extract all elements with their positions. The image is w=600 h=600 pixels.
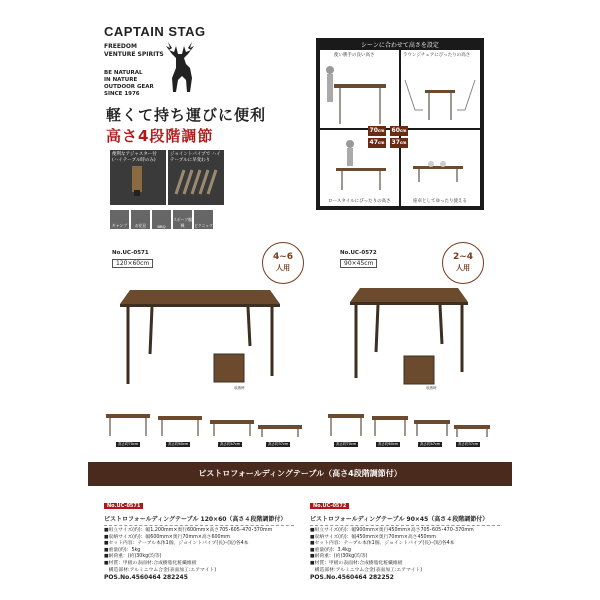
- adjuster-photo: [112, 164, 162, 198]
- product-banner: ピストロフォールディングテーブル（高さ4段階調節付）: [88, 462, 512, 486]
- product1-mini-47: [208, 418, 256, 444]
- product1-stored-label: 収納時: [234, 386, 245, 390]
- spec-lines: ■組立サイズ(約)：幅1,200mm×奥行600mm×高さ705･605･470･370mm ■収納サイズ(約)：幅600mm×奥行70mm×高さ600mm ■セット内容：テーブル本体1個、ジョイントパイプ(長)･(短)各4本 ■重量(約)：5kg ■耐荷重：(約)30kg(均等) ■材質：甲板の表面材:合成樹脂化粧繊維板 構造部材:アルミニウム合金(表面加工:エアマイト): [104, 528, 273, 573]
- scene-title: シーンに合わせて高さを設定: [361, 42, 439, 49]
- scene-floor: 座卓としてゆったり使える: [401, 130, 480, 206]
- product2-model: No.UC-0572: [340, 250, 377, 256]
- camp-icon: キャンプ: [110, 210, 129, 229]
- brand-logo: CAPTAIN STAG: [104, 24, 206, 39]
- product2-mini-caption: 高さ約47cm: [420, 442, 441, 446]
- scene-illustration-lounge: [401, 50, 480, 128]
- spec-model-tag: No.UC-0572: [310, 503, 349, 509]
- product1-mini-caption: 高さ約70cm: [118, 442, 139, 446]
- spec-title: ピストロフォールディングテーブル 120×60（高さ４段階調節付）: [104, 516, 287, 523]
- product1-mini-60: [156, 414, 204, 440]
- product1-mini-caption: 高さ約37cm: [268, 442, 289, 446]
- product1-table-photo: [110, 280, 290, 390]
- product2-stored-photo: [402, 354, 436, 388]
- spec-title: ピストロフォールディングテーブル 90×45（高さ４段階調節付）: [310, 516, 489, 523]
- product2-mini-70: [326, 410, 374, 436]
- height-47: 47cm: [369, 139, 385, 146]
- headline-sub: 高さ4段階調節: [106, 127, 214, 145]
- product2-mini-caption: 高さ約37cm: [458, 442, 479, 446]
- product2-size: 90×45cm: [340, 259, 377, 268]
- picnic-icon: ピクニック: [194, 210, 213, 229]
- spec-block-2: [310, 492, 500, 581]
- tagline2-line: SINCE 1976: [104, 91, 140, 97]
- product1-mini-70: [104, 410, 152, 436]
- product2-mini-60: [370, 414, 418, 440]
- usage-icons: [110, 210, 213, 229]
- bbq-icon: BBQ: [152, 210, 171, 229]
- product1-mini-caption: 高さ約47cm: [220, 442, 241, 446]
- tagline2-line: IN NATURE: [104, 77, 138, 83]
- tagline2-line: BE NATURAL: [104, 70, 143, 76]
- product1-capacity-badge: 4~6 人用: [262, 242, 304, 284]
- sports-icon: スポーツ観戦: [173, 210, 192, 229]
- joint-pipe-photo: [170, 164, 220, 198]
- product1-mini-caption: 高さ約60cm: [168, 442, 189, 446]
- scene-low: ロースタイルにぴったりの高さ: [320, 130, 399, 206]
- tagline2-line: OUTDOOR GEAR: [104, 84, 154, 90]
- product1-stored-photo: [212, 352, 246, 386]
- scene-panel: [316, 38, 484, 210]
- product1-size: 120×60cm: [112, 259, 153, 268]
- product2-capacity-badge: 2~4 人用: [442, 242, 484, 284]
- feature-caption: 便利なアジャスター付 (ハイテーブル時のみ): [112, 152, 157, 163]
- spec-block-1: [104, 492, 294, 581]
- feature-caption: ジョイントパイプで ハイテーブルに早変わり: [170, 152, 221, 163]
- height-70: 70cm: [369, 127, 385, 134]
- spec-pos-number: POS.No.4560464 282252: [310, 574, 394, 582]
- scene-standing: 使い勝手の良い高さ: [320, 50, 399, 128]
- stag-logo-icon: [160, 38, 200, 93]
- spec-lines: ■組立サイズ(約)：幅900mm×奥行450mm×高さ705･605･470･370mm ■収納サイズ(約)：幅450mm×奥行70mm×高さ450mm ■セット内容：テーブル本体1個、ジョイントパイプ(長)･(短)各4本 ■重量(約)：3.4kg ■耐荷重：(約)30kg(均等) ■材質：甲板の表面材:合成樹脂化粧繊維板 構造部材:アルミニウム合金(表面加工:エアマイト): [310, 528, 474, 573]
- feature-joint-pipe: [168, 150, 224, 205]
- feature-adjuster: [110, 150, 166, 205]
- product2-stored-label: 収納時: [426, 386, 437, 390]
- brand-tagline: [104, 43, 164, 59]
- headline-main: 軽くて持ち運びに便利: [106, 106, 267, 124]
- brand-tagline-2: [104, 70, 154, 98]
- spec-model-tag: No.UC-0571: [104, 503, 143, 509]
- scene-illustration-low: [320, 130, 399, 198]
- height-37: 37cm: [391, 139, 407, 146]
- product2-mini-caption: 高さ約60cm: [378, 442, 399, 446]
- product2-mini-caption: 高さ約70cm: [336, 442, 357, 446]
- spec-pos-number: POS.No.4560464 282245: [104, 574, 188, 582]
- height-60: 60cm: [391, 127, 407, 134]
- tagline-line: VENTURE SPIRITS: [104, 51, 164, 58]
- cherry-blossom-icon: お花見: [131, 210, 150, 229]
- scene-illustration-floor: [401, 130, 480, 198]
- scene-lounge: ラウンジチェアにぴったりの高さ: [401, 50, 480, 128]
- tagline-line: FREEDOM: [104, 43, 137, 50]
- scene-illustration-standing: [320, 50, 399, 128]
- product1-model: No.UC-0571: [112, 250, 149, 256]
